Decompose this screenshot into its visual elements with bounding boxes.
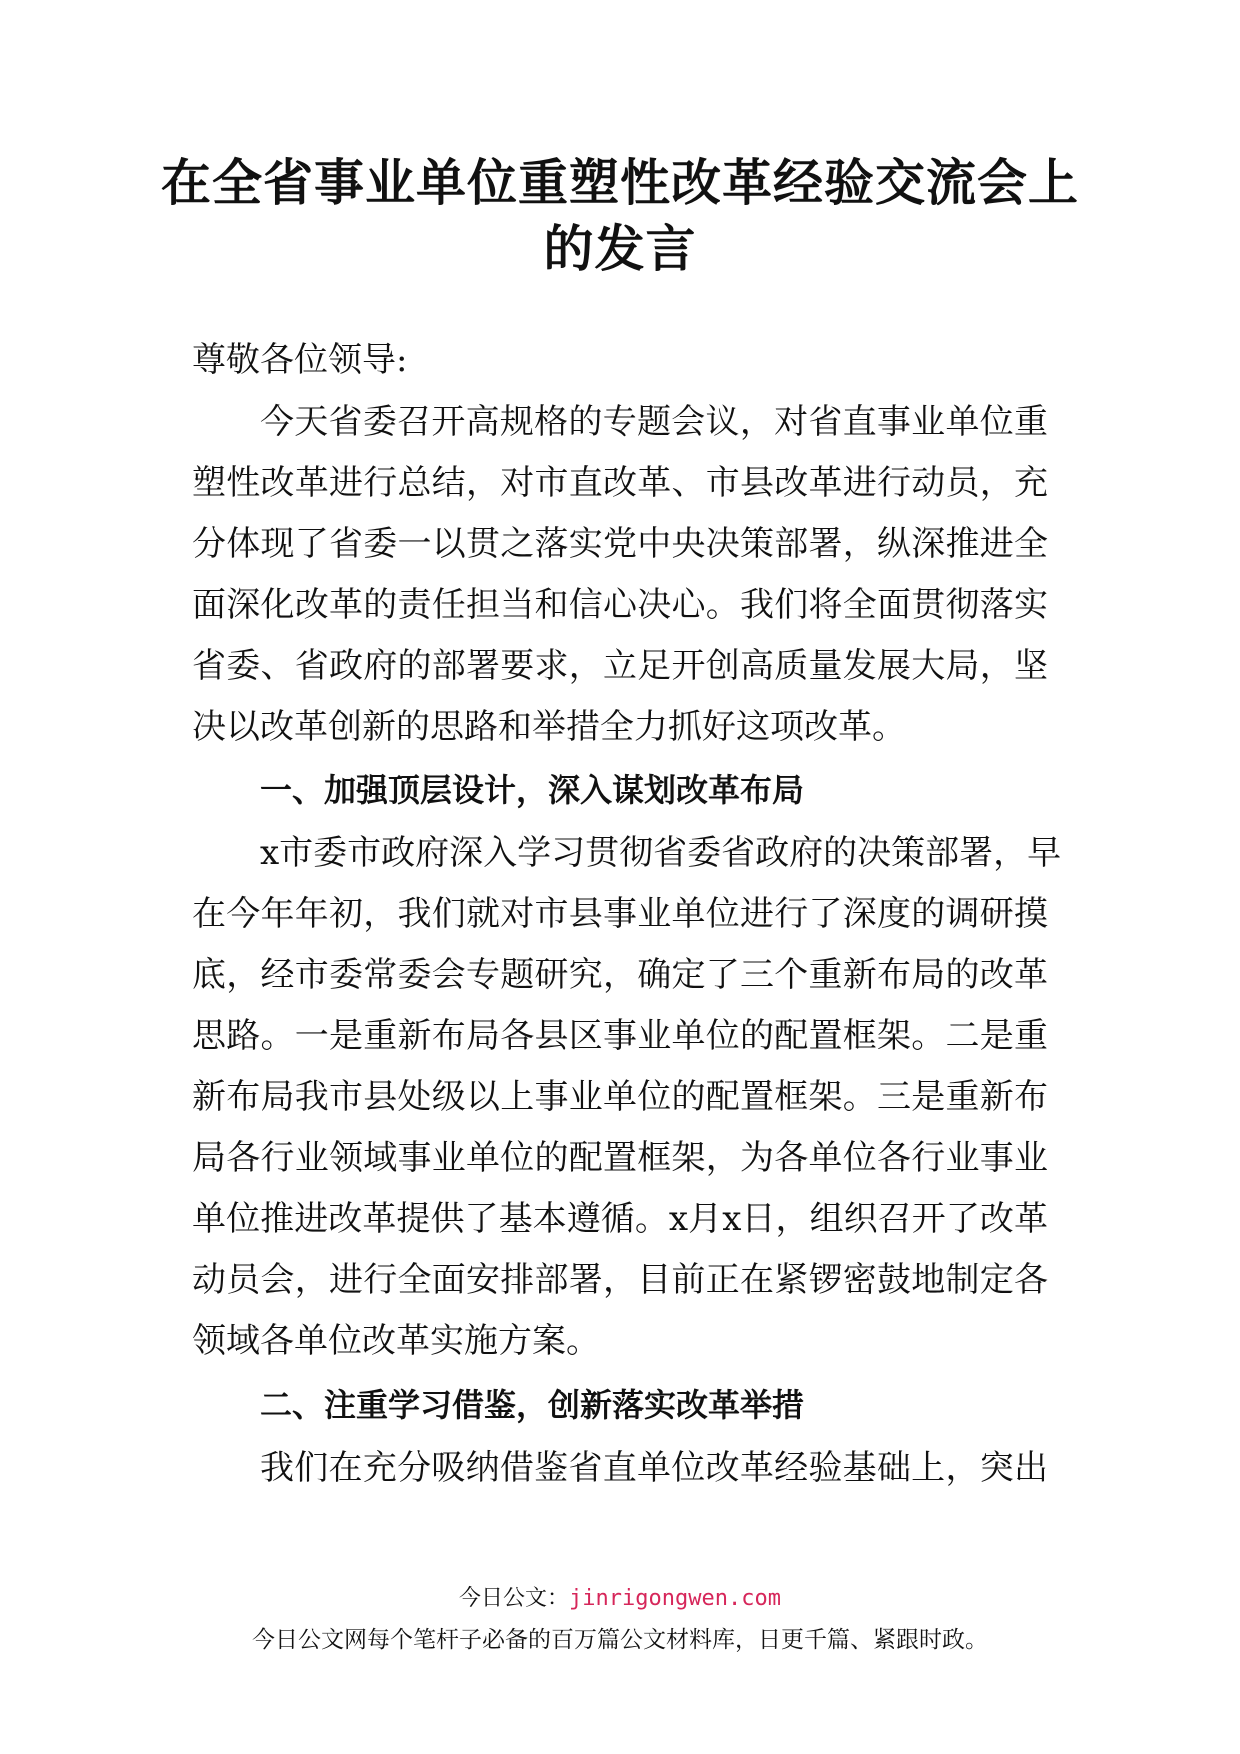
- paragraph-2-line: 领域各单位改革实施方案。: [192, 1321, 600, 1361]
- paragraph-2-line: x市委市政府深入学习贯彻省委省政府的决策部署，早: [260, 833, 1062, 873]
- paragraph-2-line: 思路。一是重新布局各县区事业单位的配置框架。二是重: [192, 1016, 1048, 1056]
- paragraph-2-line: 单位推进改革提供了基本遵循。x月x日，组织召开了改革: [192, 1199, 1048, 1239]
- paragraph-1-line: 今天省委召开高规格的专题会议，对省直事业单位重: [260, 402, 1048, 442]
- footer-slogan: 今日公文网每个笔杆子必备的百万篇公文材料库，日更千篇、紧跟时政。: [252, 1627, 988, 1653]
- footer-site-label: 今日公文：: [459, 1586, 570, 1611]
- title-line-2: 的发言: [543, 219, 697, 278]
- footer-site-url[interactable]: jinrigongwen.com: [569, 1586, 781, 1611]
- paragraph-3-line: 我们在充分吸纳借鉴省直单位改革经验基础上，突出: [260, 1448, 1048, 1488]
- paragraph-1-line: 分体现了省委一以贯之落实党中央决策部署，纵深推进全: [192, 524, 1048, 564]
- paragraph-2-line: 局各行业领域事业单位的配置框架，为各单位各行业事业: [192, 1138, 1048, 1178]
- paragraph-1-line: 决以改革创新的思路和举措全力抓好这项改革。: [192, 707, 906, 747]
- section-heading-1: 一、加强顶层设计，深入谋划改革布局: [260, 771, 805, 809]
- paragraph-1-line: 面深化改革的责任担当和信心决心。我们将全面贯彻落实: [192, 585, 1048, 625]
- paragraph-1-line: 塑性改革进行总结，对市直改革、市县改革进行动员，充: [192, 463, 1048, 503]
- document-title: [150, 150, 1090, 282]
- section-heading-2: 二、注重学习借鉴，创新落实改革举措: [260, 1386, 805, 1424]
- title-line-1: 在全省事业单位重塑性改革经验交流会上: [161, 153, 1079, 212]
- paragraph-2-line: 新布局我市县处级以上事业单位的配置框架。三是重新布: [192, 1077, 1048, 1117]
- paragraph-2-line: 动员会，进行全面安排部署，目前正在紧锣密鼓地制定各: [192, 1260, 1048, 1300]
- paragraph-2-line: 底，经市委常委会专题研究，确定了三个重新布局的改革: [192, 955, 1048, 995]
- paragraph-2-line: 在今年年初，我们就对市县事业单位进行了深度的调研摸: [192, 894, 1048, 934]
- salutation: 尊敬各位领导:: [192, 340, 408, 380]
- paragraph-1-line: 省委、省政府的部署要求，立足开创高质量发展大局，坚: [192, 646, 1048, 686]
- footer-site: [0, 1584, 1240, 1614]
